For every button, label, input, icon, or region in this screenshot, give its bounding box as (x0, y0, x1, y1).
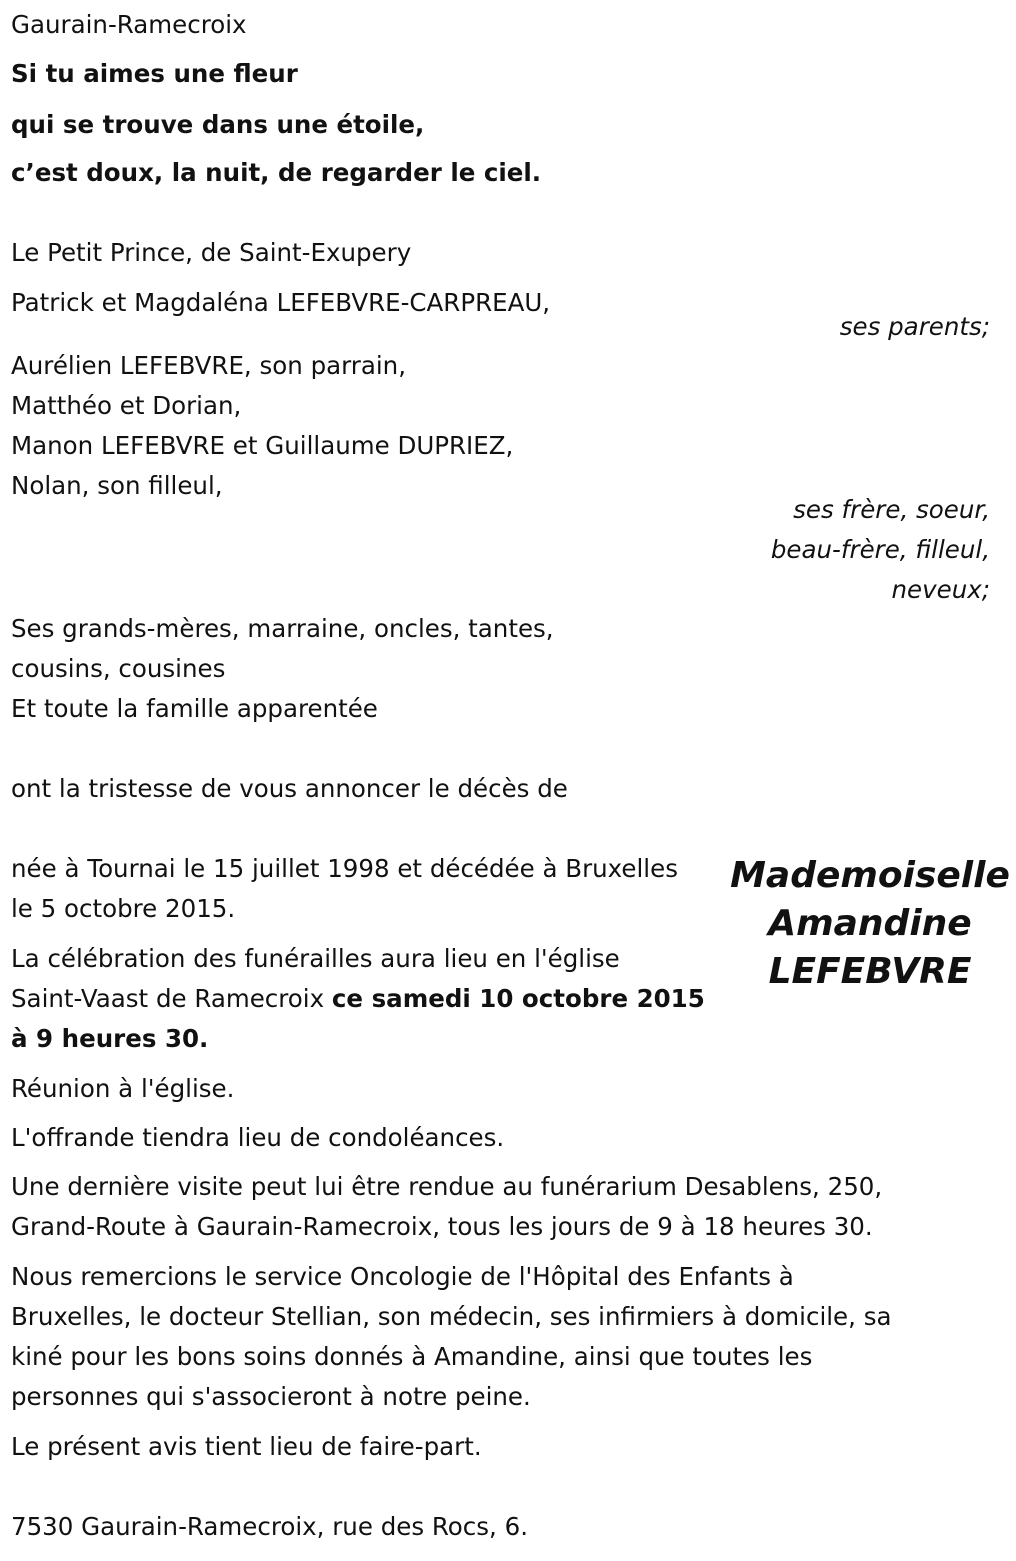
sibling-line-4: Nolan, son filleul, (11, 471, 223, 500)
offering: L'offrande tiendra lieu de condoléances. (11, 1123, 505, 1152)
meeting: Réunion à l'église. (11, 1074, 235, 1103)
others-line-1: Ses grands-mères, marraine, oncles, tantes, (11, 614, 554, 643)
ceremony-line-1: La célébration des funérailles aura lieu en l'église (11, 944, 620, 973)
visit-line-1: Une dernière visite peut lui être rendue au funérarium Desablens, 250, (11, 1172, 883, 1201)
others-line-3: Et toute la famille apparentée (11, 694, 378, 723)
deceased-title: Mademoiselle (730, 855, 1010, 896)
siblings-role-1: ses frère, soeur, (793, 495, 990, 524)
quote-attribution: Le Petit Prince, de Saint-Exupery (11, 238, 412, 267)
header-place: Gaurain-Ramecroix (11, 10, 247, 39)
parents: Patrick et Magdaléna LEFEBVRE-CARPREAU, (11, 288, 551, 317)
deceased-name (725, 852, 1015, 996)
visit-line-2: Grand-Route à Gaurain-Ramecroix, tous les jours de 9 à 18 heures 30. (11, 1212, 873, 1241)
others-line-2: cousins, cousines (11, 654, 226, 683)
announcement: ont la tristesse de vous annoncer le décès de (11, 774, 568, 803)
parents-role: ses parents; (839, 312, 990, 341)
thanks-line-4: personnes qui s'associeront à notre peine. (11, 1382, 531, 1411)
quote-line-1: Si tu aimes une fleur (11, 59, 298, 88)
thanks-line-2: Bruxelles, le docteur Stellian, son médecin, ses infirmiers à domicile, sa (11, 1302, 892, 1331)
ceremony-date: ce samedi 10 octobre 2015 (331, 984, 705, 1013)
quote-line-2: qui se trouve dans une étoile, (11, 110, 425, 139)
thanks-line-3: kiné pour les bons soins donnés à Amandine, ainsi que toutes les (11, 1342, 813, 1371)
siblings-role-3: neveux; (891, 575, 990, 604)
thanks-line-1: Nous remercions le service Oncologie de l'Hôpital des Enfants à (11, 1262, 794, 1291)
sibling-line-3: Manon LEFEBVRE et Guillaume DUPRIEZ, (11, 431, 514, 460)
ceremony-line-2 (11, 984, 705, 1013)
deceased-first-name: Amandine (768, 903, 972, 944)
quote-line-3: c’est doux, la nuit, de regarder le ciel. (11, 158, 542, 187)
birth-death-line-2: le 5 octobre 2015. (11, 894, 236, 923)
ceremony-place: Saint-Vaast de Ramecroix (11, 984, 332, 1013)
deceased-last-name: LEFEBVRE (768, 951, 972, 992)
notice: Le présent avis tient lieu de faire-part. (11, 1432, 482, 1461)
siblings-role-2: beau-frère, filleul, (770, 535, 990, 564)
address: 7530 Gaurain-Ramecroix, rue des Rocs, 6. (11, 1512, 528, 1541)
ceremony-time: à 9 heures 30. (11, 1024, 209, 1053)
sibling-line-2: Matthéo et Dorian, (11, 391, 242, 420)
sibling-line-1: Aurélien LEFEBVRE, son parrain, (11, 351, 406, 380)
birth-death-line-1: née à Tournai le 15 juillet 1998 et décédée à Bruxelles (11, 854, 678, 883)
